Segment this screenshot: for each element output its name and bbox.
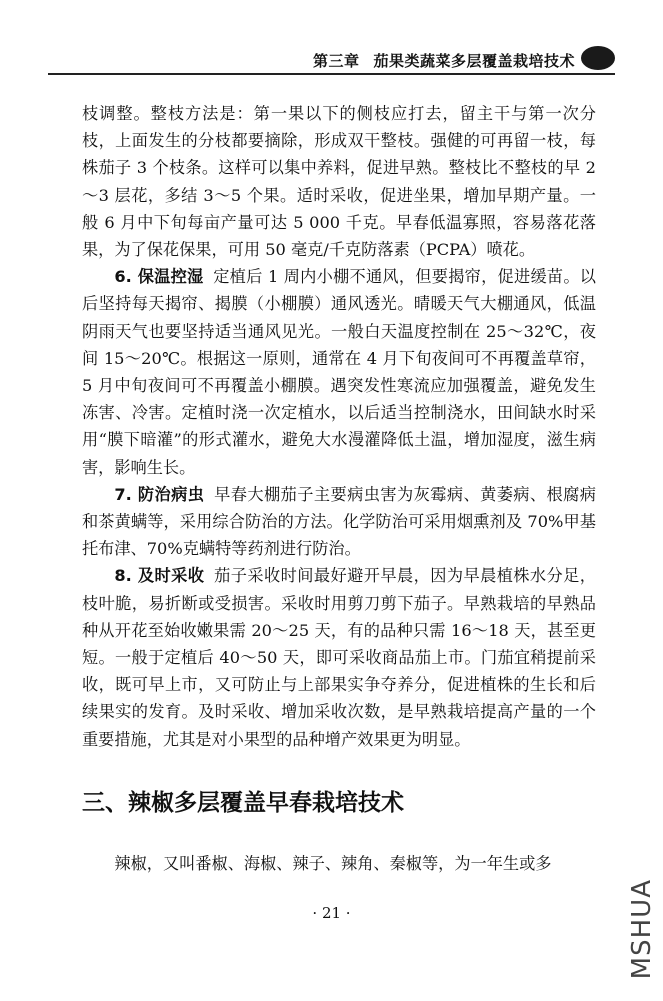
paragraph-harvest: [82, 562, 596, 752]
page-number: · 21 ·: [312, 904, 351, 922]
paragraph-lead: 6. 保温控湿: [114, 267, 204, 287]
header-chapter: 第三章: [312, 52, 360, 70]
header-title: 茄果类蔬菜多层覆盖栽培技术: [373, 52, 575, 70]
paragraph-text: 早春大棚茄子主要病虫害为灰霉病、黄萎病、根腐病和茶黄螨等，采用综合防治的方法。化学防治可采用烟熏剂及 70%甲基托布津、70%克螨特等药剂进行防治。: [82, 484, 596, 559]
paragraph-lead: 8. 及时采收: [114, 566, 205, 586]
running-header: [48, 44, 615, 74]
paragraph-pepper-intro: [82, 850, 596, 877]
chapter-badge-icon: [581, 46, 615, 70]
paragraph-pest-control: [82, 481, 596, 563]
paragraph-text: 茄子采收时间最好避开早晨，因为早晨植株水分足，枝叶脆，易折断或受损害。采收时用剪刀剪下茄子。早熟栽培的早熟品种从开花至始收嫩果需 20～25 天，有的品种只需 16～18 天，甚至更短。一般于定植后 40～50 天，即可采收商品茄上市。门茄宜稍提前采收，既可早上市，又可防止与上部果实争夺养分，促进植株的生长和后续果实的发育。及时采收、增加采收次数，是早熟栽培提高产量的一个重要措施，尤其是对小果型的品种增产效果更为明显。: [82, 566, 596, 749]
section-title: 三、辣椒多层覆盖早春栽培技术: [82, 789, 404, 816]
paragraph-text: 枝调整。整枝方法是：第一果以下的侧枝应打去，留主干与第一次分枝，上面发生的分枝都要摘除，形成双干整枝。强健的可再留一枝，每株茄子 3 个枝条。这样可以集中养料，促进早熟。整枝比不整枝的早 2～3 层花，多结 3～5 个果。适时采收，促进坐果，增加早期产量。一般 6 月中下旬每亩产量可达 5 000 千克。早春低温寡照，容易落花落果，为了保花保果，可用 50 毫克/千克防落素（PCPA）喷花。: [82, 104, 596, 260]
paragraph-heat-humidity: [82, 263, 596, 481]
paragraph-text: 辣椒，又叫番椒、海椒、辣子、辣角、秦椒等，为一年生或多: [114, 853, 552, 873]
watermark: MSHUA: [627, 878, 657, 979]
paragraph-text: 定植后 1 周内小棚不通风，但要揭帘，促进缓苗。以后坚持每天揭帘、揭膜（小棚膜）通风透光。晴暖天气大棚通风，低温阴雨天气也要坚持适当通风见光。一般白天温度控制在 25～32℃，夜间 15～20℃。根据这一原则，通常在 4 月下旬夜间可不再覆盖草帘，5 月中旬夜间可不再覆盖小棚膜。遇突发性寒流应加强覆盖，避免发生冻害、冷害。定植时浇一次定植水，以后适当控制浇水，田间缺水时采用“膜下暗灌”的形式灌水，避免大水漫灌降低土温，增加湿度，滋生病害，影响生长。: [82, 267, 596, 477]
paragraph-lead: 7. 防治病虫: [114, 484, 205, 504]
header-rule: [48, 73, 615, 75]
paragraph-continuation: [82, 100, 596, 263]
page-body: [82, 100, 596, 877]
header-text: [313, 50, 575, 71]
